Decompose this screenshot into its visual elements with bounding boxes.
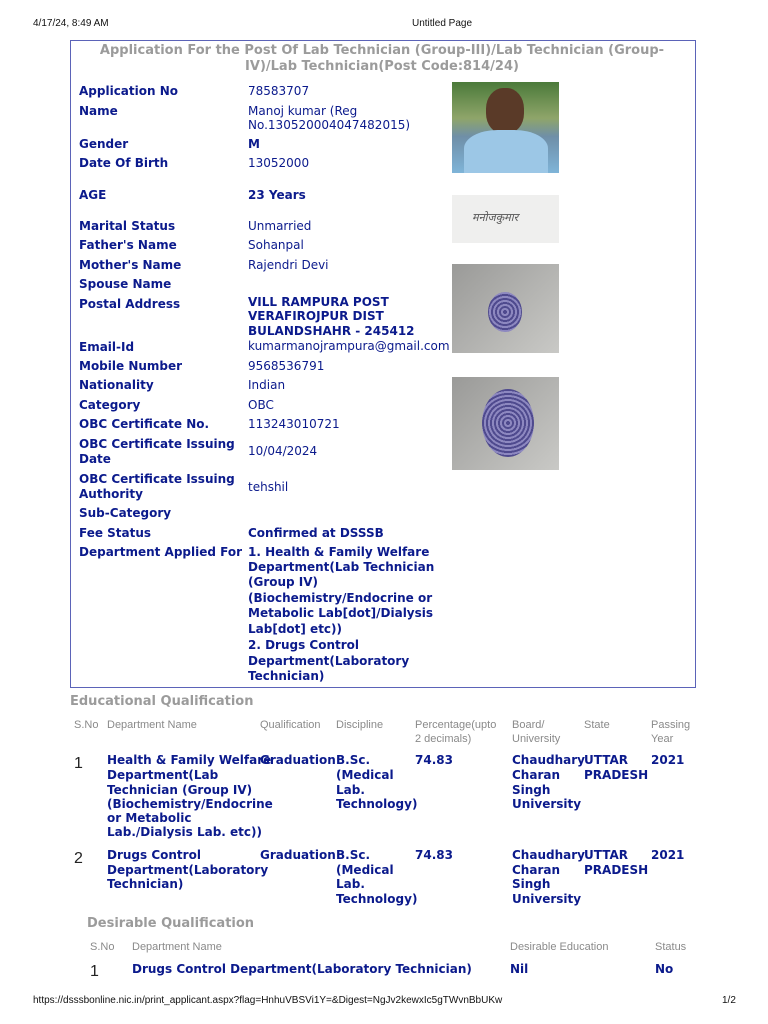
col-desirable-status: Status <box>655 941 687 953</box>
label-fee-status: Fee Status <box>79 526 152 540</box>
col-desirable-sno: S.No <box>90 941 115 953</box>
left-thumb-impression <box>452 264 559 353</box>
value-fee-status: Confirmed at DSSSB <box>248 526 384 540</box>
label-gender: Gender <box>79 137 129 151</box>
value-department-line: 2. Drugs Control <box>248 638 360 652</box>
label-obc-date-line1: OBC Certificate Issuing <box>79 437 235 451</box>
cell-state: PRADESH <box>584 768 649 782</box>
cell-board: Chaudhary <box>512 753 585 767</box>
value-obc-date: 10/04/2024 <box>248 444 318 458</box>
value-name-line1: Manoj kumar (Reg <box>248 104 358 118</box>
cell-desirable-department: Drugs Control Department(Laboratory Technician) <box>132 962 472 976</box>
print-url: https://dsssbonline.nic.in/print_applicant.aspx?flag=HnhuVBSVi1Y=&Digest=NgJv2kewxIc5gTWvnBbUKw <box>33 995 503 1006</box>
cell-discipline: Lab. <box>336 783 365 797</box>
print-page-number: 1/2 <box>722 995 736 1006</box>
signature-text: मनोजकुमार <box>472 211 519 224</box>
value-gender: M <box>248 137 260 151</box>
col-desirable-department: Department Name <box>132 941 222 953</box>
label-name: Name <box>79 104 118 118</box>
cell-board: University <box>512 797 582 811</box>
value-name-line2: No.130520004047482015) <box>248 118 411 132</box>
value-address-line2: VERAFIROJPUR DIST <box>248 309 384 323</box>
label-obc-auth-line2: Authority <box>79 487 143 501</box>
value-mother: Rajendri Devi <box>248 258 329 272</box>
label-obc-date-line2: Date <box>79 452 111 466</box>
cell-department: Lab./Dialysis Lab. etc)) <box>107 825 262 839</box>
cell-discipline: (Medical <box>336 768 394 782</box>
photo-face <box>486 88 524 134</box>
cell-board: Singh <box>512 783 551 797</box>
value-department-line: Metabolic Lab[dot]/Dialysis <box>248 606 434 620</box>
label-application-no: Application No <box>79 84 179 98</box>
value-dob: 13052000 <box>248 156 310 170</box>
value-obc-auth: tehshil <box>248 480 289 494</box>
cell-department: Technician) <box>107 877 184 891</box>
cell-department: Health & Family Welfare <box>107 753 272 767</box>
cell-discipline: B.Sc. <box>336 753 371 767</box>
cell-discipline: Technology) <box>336 797 418 811</box>
label-address: Postal Address <box>79 297 181 311</box>
form-title-line2: IV)/Lab Technician(Post Code:814/24) <box>245 59 519 74</box>
label-email: Email-Id <box>79 340 135 354</box>
value-obc-no: 113243010721 <box>248 417 340 431</box>
cell-department: or Metabolic <box>107 811 192 825</box>
value-father: Sohanpal <box>248 238 304 252</box>
cell-state: UTTAR <box>584 848 628 862</box>
label-obc-auth-line1: OBC Certificate Issuing <box>79 472 235 486</box>
label-dob: Date Of Birth <box>79 156 169 170</box>
value-address-line3: BULANDSHAHR - 245412 <box>248 324 415 338</box>
col-desirable-education: Desirable Education <box>510 941 609 953</box>
value-department-line: Technician) <box>248 669 325 683</box>
col-state: State <box>584 719 610 731</box>
cell-board: Charan <box>512 768 561 782</box>
value-department-line: (Group IV) <box>248 575 319 589</box>
col-board-line2: University <box>512 733 561 745</box>
cell-department: Department(Laboratory <box>107 863 269 877</box>
cell-department: Department(Lab <box>107 768 219 782</box>
cell-discipline: Lab. <box>336 877 365 891</box>
cell-discipline: B.Sc. <box>336 848 371 862</box>
cell-year: 2021 <box>651 753 685 767</box>
cell-qualification: Graduation <box>260 848 336 862</box>
value-department-line: Lab[dot] etc)) <box>248 622 343 636</box>
label-obc-no: OBC Certificate No. <box>79 417 210 431</box>
value-department-line: Department(Lab Technician <box>248 560 435 574</box>
right-thumb-impression <box>452 377 559 470</box>
cell-board: Singh <box>512 877 551 891</box>
table-row-sno: 1 <box>74 755 83 772</box>
value-address-line1: VILL RAMPURA POST <box>248 295 389 309</box>
value-nationality: Indian <box>248 378 286 392</box>
print-datetime: 4/17/24, 8:49 AM <box>33 18 109 29</box>
col-year-line1: Passing <box>651 719 691 731</box>
applicant-photo <box>452 82 559 173</box>
cell-desirable-education: Nil <box>510 962 529 976</box>
col-qualification: Qualification <box>260 719 321 731</box>
cell-desirable-status: No <box>655 962 674 976</box>
label-mobile: Mobile Number <box>79 359 183 373</box>
col-discipline: Discipline <box>336 719 384 731</box>
print-page-title: Untitled Page <box>412 18 473 29</box>
label-nationality: Nationality <box>79 378 154 392</box>
label-spouse: Spouse Name <box>79 277 172 291</box>
cell-qualification: Graduation <box>260 753 336 767</box>
cell-discipline: Technology) <box>336 892 418 906</box>
photo-shirt <box>464 130 548 173</box>
form-title <box>80 43 684 75</box>
cell-board: Charan <box>512 863 561 877</box>
fingerprint-mark <box>488 292 522 332</box>
value-application-no: 78583707 <box>248 84 310 98</box>
label-mother: Mother's Name <box>79 258 182 272</box>
cell-department: (Biochemistry/Endocrine <box>107 797 273 811</box>
value-mobile: 9568536791 <box>248 359 325 373</box>
label-marital: Marital Status <box>79 219 176 233</box>
cell-department: Technician (Group IV) <box>107 783 253 797</box>
table-row-sno: 2 <box>74 850 83 867</box>
value-department-line: (Biochemistry/Endocrine or <box>248 591 433 605</box>
form-title-line1: Application For the Post Of Lab Technician (Group-III)/Lab Technician (Group- <box>99 43 665 58</box>
table-row-sno: 1 <box>90 963 99 980</box>
cell-year: 2021 <box>651 848 685 862</box>
col-sno: S.No <box>74 719 99 731</box>
col-percentage-line2: 2 decimals) <box>415 733 472 745</box>
fingerprint-mark <box>482 389 534 457</box>
signature-image <box>452 195 559 243</box>
cell-board: Chaudhary <box>512 848 585 862</box>
cell-discipline: (Medical <box>336 863 394 877</box>
col-department: Department Name <box>107 719 197 731</box>
value-department-line: 1. Health & Family Welfare <box>248 545 430 559</box>
value-marital: Unmarried <box>248 219 312 233</box>
cell-board: University <box>512 892 582 906</box>
cell-state: UTTAR <box>584 753 628 767</box>
label-department: Department Applied For <box>79 545 243 559</box>
col-board-line1: Board/ <box>512 719 545 731</box>
value-age: 23 Years <box>248 188 306 202</box>
value-department-line: Department(Laboratory <box>248 654 410 668</box>
value-category: OBC <box>248 398 274 412</box>
value-email: kumarmanojrampura@gmail.com <box>248 339 450 353</box>
education-heading: Educational Qualification <box>70 694 254 709</box>
label-subcategory: Sub-Category <box>79 506 172 520</box>
desirable-heading: Desirable Qualification <box>87 916 255 931</box>
col-year-line2: Year <box>651 733 674 745</box>
cell-state: PRADESH <box>584 863 649 877</box>
label-father: Father's Name <box>79 238 177 252</box>
cell-department: Drugs Control <box>107 848 201 862</box>
cell-percentage: 74.83 <box>415 848 453 862</box>
label-category: Category <box>79 398 141 412</box>
label-age: AGE <box>79 188 107 202</box>
cell-percentage: 74.83 <box>415 753 453 767</box>
col-percentage-line1: Percentage(upto <box>415 719 497 731</box>
